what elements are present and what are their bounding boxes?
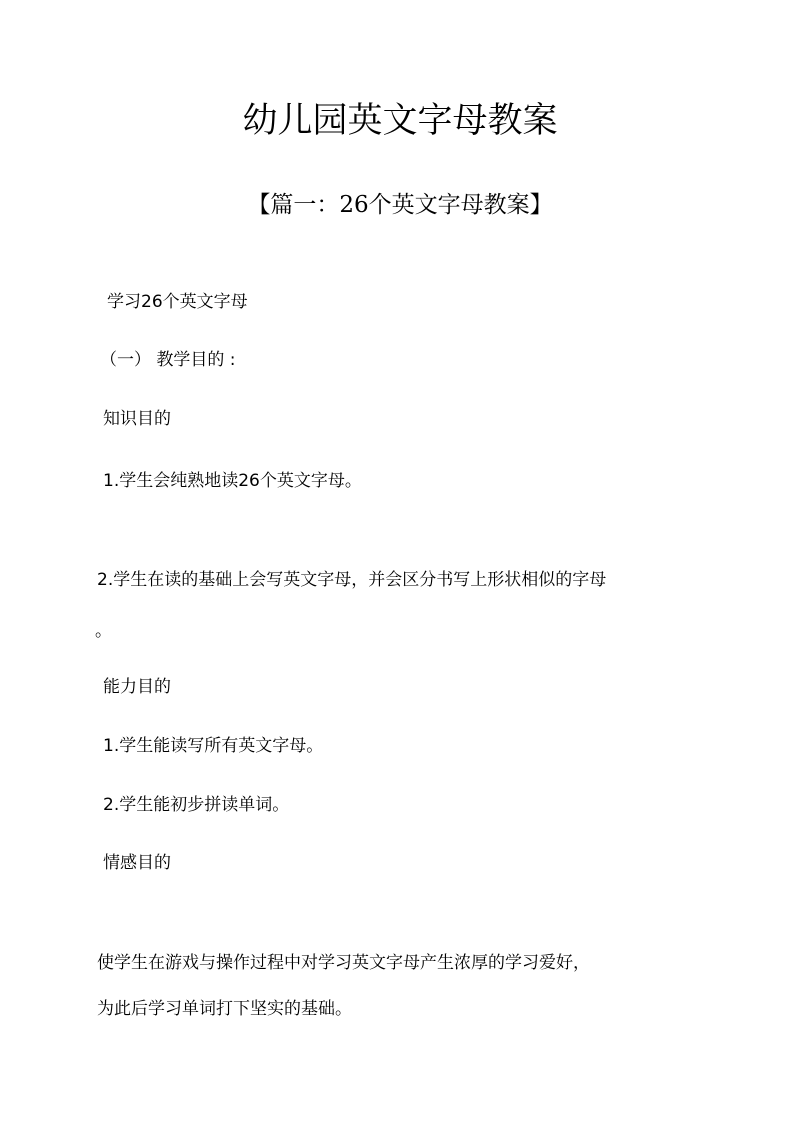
list-item-knowledge-2-continued: 。 (95, 621, 112, 641)
document-subtitle: 【篇一：26个英文字母教案】 (247, 192, 553, 218)
paragraph-intro: 学习26个英文字母 (107, 292, 248, 312)
paragraph-emotion-1: 使学生在游戏与操作过程中对学习英文字母产生浓厚的学习爱好， (97, 953, 590, 973)
subheading-ability: 能力目的 (103, 677, 171, 697)
subheading-emotion: 情感目的 (103, 853, 171, 873)
paragraph-emotion-2: 为此后学习单词打下坚实的基础。 (97, 999, 352, 1019)
list-item-ability-2: 2.学生能初步拼读单词。 (103, 795, 290, 815)
list-item-knowledge-2: 2.学生在读的基础上会写英文字母，并会区分书写上形状相似的字母 (97, 570, 607, 590)
section-heading-objectives: （一） 教学目的 : (100, 350, 236, 370)
list-item-ability-1: 1.学生能读写所有英文字母。 (103, 736, 324, 756)
subheading-knowledge: 知识目的 (103, 409, 171, 429)
document-title: 幼儿园英文字母教案 (242, 101, 558, 141)
list-item-knowledge-1: 1.学生会纯熟地读26个英文字母。 (103, 471, 362, 491)
